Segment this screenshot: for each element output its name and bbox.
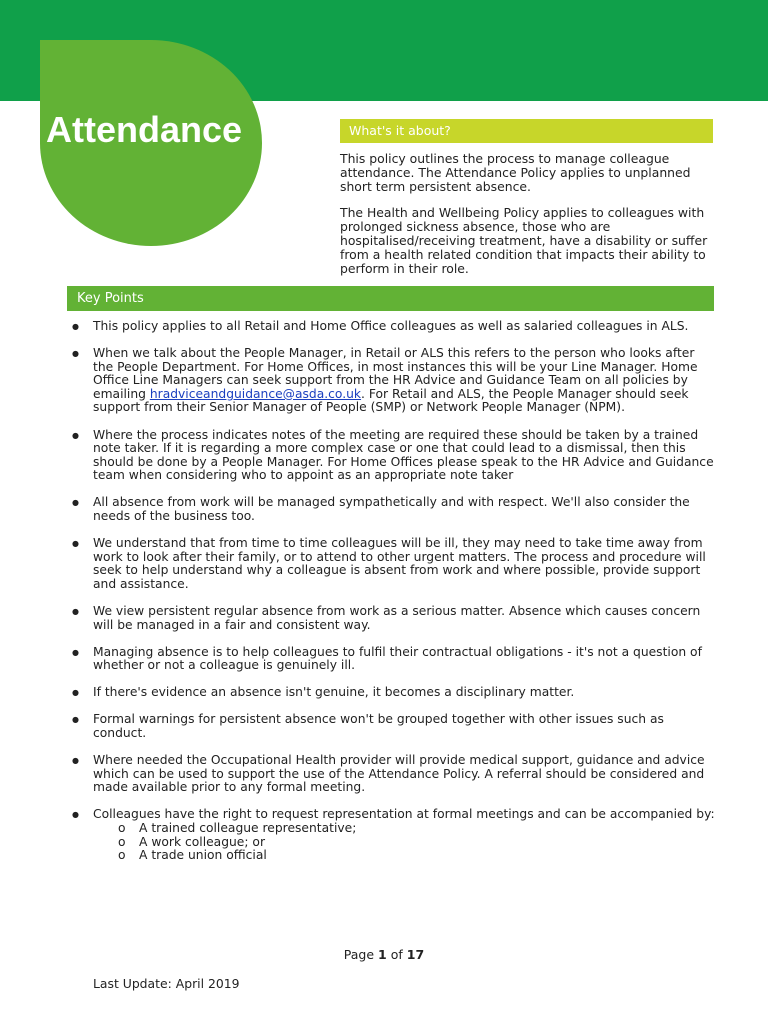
list-item: ● Where needed the Occupational Health provider will provide medical support, guidance and advice which can be used to support the use of the Attendance Policy. A referral should be considered and made available prior to any formal meeting.	[67, 754, 717, 795]
list-item: ● We understand that from time to time colleagues will be ill, they may need to take time away from work to look after their family, or to attend to other urgent matters. The process and procedure will seek to help understand why a colleague is absent from work and where possible, provide support and assistance.	[67, 537, 717, 591]
about-paragraph: This policy outlines the process to manage colleague attendance. The Attendance Policy applies to unplanned short term persistent absence.	[340, 151, 691, 194]
list-item: ● If there's evidence an absence isn't genuine, it becomes a disciplinary matter.	[67, 686, 717, 700]
page-prefix: Page	[343, 947, 375, 962]
sub-list-item: o A work colleague; or	[93, 836, 717, 850]
list-item-text: . For Retail and ALS, the People Manager should seek support from their Senior Manager of People (SMP) or Network People Manager (NPM).	[93, 386, 689, 415]
list-item: ● We view persistent regular absence from work as a serious matter. Absence which causes concern will be managed in a fair and consistent way.	[67, 605, 717, 632]
page-of: of	[390, 947, 403, 962]
page-total: 17	[406, 947, 425, 962]
about-heading: What's it about?	[340, 119, 713, 143]
page-number	[0, 947, 768, 963]
list-item: ● Formal warnings for persistent absence won't be grouped together with other issues such as conduct.	[67, 713, 717, 740]
page-current: 1	[378, 947, 387, 962]
list-item	[67, 808, 717, 862]
list-item: ● All absence from work will be managed sympathetically and with respect. We'll also consider the needs of the business too.	[67, 496, 717, 523]
list-item-text: Colleagues have the right to request representation at formal meetings and can be accompanied by:	[93, 807, 715, 822]
email-link[interactable]: hradviceandguidance@asda.co.uk	[149, 386, 362, 401]
key-points-heading: Key Points	[67, 286, 714, 311]
sub-list-item: o A trained colleague representative;	[93, 822, 717, 836]
sub-list-item: o A trade union official	[93, 849, 717, 863]
page-title: Attendance	[46, 109, 243, 150]
list-item: ● This policy applies to all Retail and Home Office colleagues as well as salaried colleagues in ALS.	[67, 320, 717, 334]
about-paragraph: The Health and Wellbeing Policy applies to colleagues with prolonged sickness absence, those who are hospitalised/receiving treatment, have a disability or suffer from a health related condition that impacts their ability to perform in their role.	[340, 205, 708, 276]
list-item-text: When we talk about the People Manager, in Retail or ALS this refers to the person who looks after the People Department. For Home Offices, in most instances this will be your Line Manager. Home Office Line Managers can seek support from the HR Advice and Guidance Team on all policies by emailing	[93, 346, 698, 401]
list-item	[67, 347, 717, 415]
last-update: Last Update: April 2019	[93, 976, 240, 991]
list-item: ● Managing absence is to help colleagues to fulfil their contractual obligations - it's not a question of whether or not a colleague is genuinely ill.	[67, 646, 717, 673]
key-points-list	[67, 320, 717, 876]
representation-sublist	[93, 822, 717, 863]
about-section	[340, 152, 720, 288]
list-item: ● Where the process indicates notes of the meeting are required these should be taken by a trained note taker. If it is regarding a more complex case or one that could lead to a dismissal, then this should be done by a People Manager. For Home Offices please speak to the HR Advice and Guidance team when considering who to appoint as an appropriate note taker	[67, 429, 717, 483]
